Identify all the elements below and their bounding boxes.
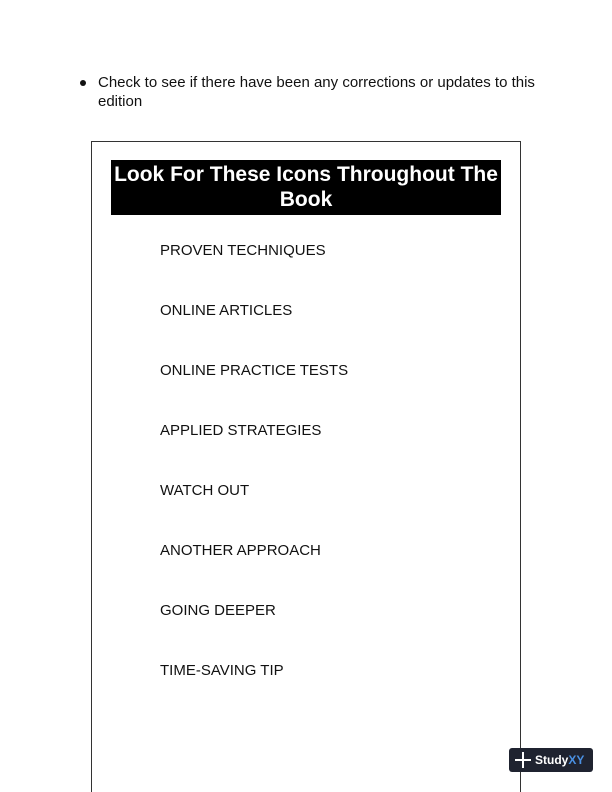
plus-icon xyxy=(515,752,531,768)
icon-item-applied-strategies: APPLIED STRATEGIES xyxy=(160,422,322,439)
icon-list xyxy=(160,242,348,722)
icon-item-online-practice-tests: ONLINE PRACTICE TESTS xyxy=(160,362,349,379)
studyxy-badge[interactable] xyxy=(509,748,593,772)
icon-item-watch-out: WATCH OUT xyxy=(160,482,250,499)
badge-text-main: Study xyxy=(535,753,569,767)
icon-item-another-approach: ANOTHER APPROACH xyxy=(160,542,321,559)
badge-text-accent: XY xyxy=(568,753,585,767)
icons-box xyxy=(91,141,521,792)
icon-item-proven-techniques: PROVEN TECHNIQUES xyxy=(160,242,326,259)
bullet-item: Check to see if there have been any corrections or updates to this edition xyxy=(78,73,548,111)
icon-item-going-deeper: GOING DEEPER xyxy=(160,602,276,619)
icon-item-time-saving-tip: TIME-SAVING TIP xyxy=(160,662,284,679)
bullet-list xyxy=(78,73,548,111)
icons-box-title: Look For These Icons Throughout The Book xyxy=(111,160,501,215)
icon-item-online-articles: ONLINE ARTICLES xyxy=(160,302,293,319)
